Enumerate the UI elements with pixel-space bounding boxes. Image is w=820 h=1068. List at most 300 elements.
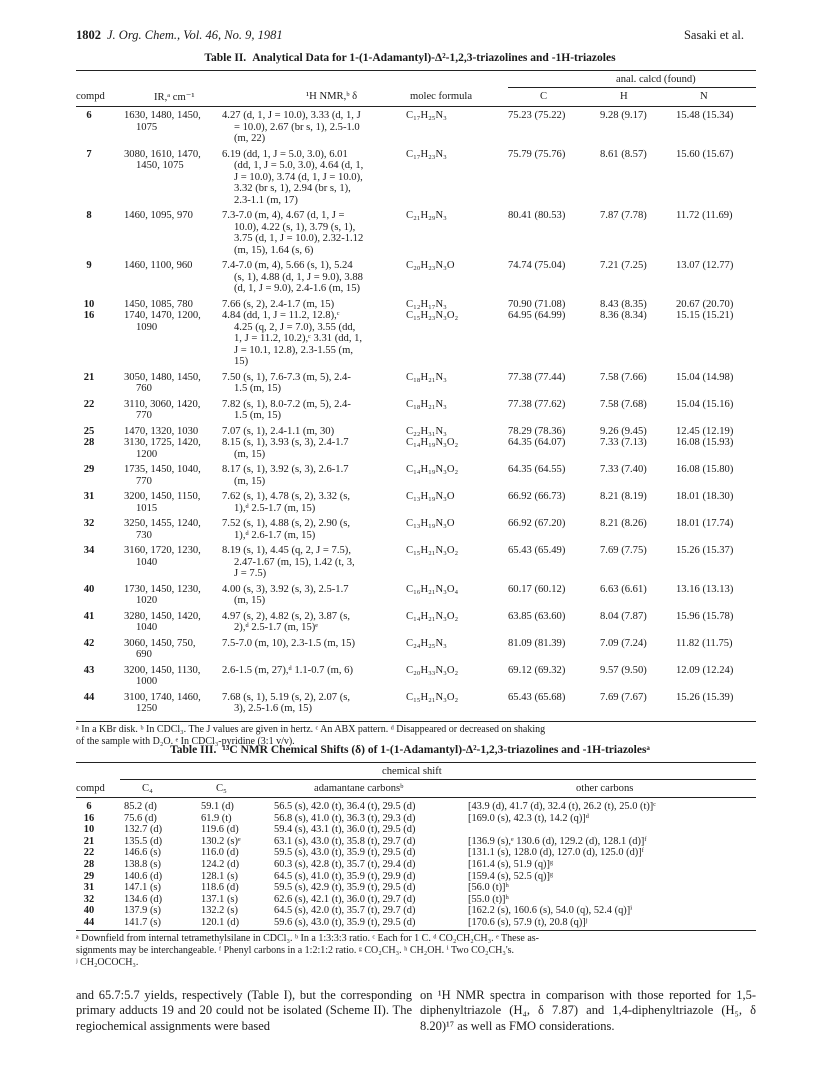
ir-cell (124, 491, 218, 514)
nmr-line: 8.15 (s, 1), 3.93 (s, 3), 2.4-1.7 (222, 437, 349, 448)
journal-citation: J. Org. Chem., Vol. 46, No. 9, 1981 (107, 28, 283, 42)
anal-hydrogen: 9.57 (9.50) (600, 664, 647, 676)
page-number: 1802 (76, 28, 101, 42)
c5-shift: 132.2 (s) (201, 905, 238, 917)
other-carbon-shifts: [131.1 (s), 128.0 (d), 127.0 (d), 125.0 (d)]ᶠ (468, 847, 644, 859)
nmr-line: = 10.0), 2.67 (br s, 1), 2.5-1.0 (234, 121, 360, 133)
ir-line: 1015 (136, 502, 158, 514)
molecular-formula: C₁₃H₁₉N₃O (406, 491, 455, 502)
anal-nitrogen: 15.26 (15.39) (676, 691, 734, 703)
col-formula: molec formula (410, 91, 473, 102)
adamantane-shifts: 59.5 (s), 43.0 (t), 35.9 (t), 29.5 (d) (274, 847, 416, 859)
c5-shift: 118.6 (d) (201, 882, 239, 894)
nmr-cell (222, 110, 398, 145)
table-row (76, 260, 756, 295)
molecular-formula: C₁₆H₂₁N₃O₄ (406, 583, 459, 595)
ir-line: 1000 (136, 676, 158, 687)
anal-hydrogen: 7.21 (7.25) (600, 260, 647, 271)
c4-shift: 132.7 (d) (124, 824, 163, 836)
nmr-line: 7.68 (s, 1), 5.19 (s, 2), 2.07 (s, (222, 691, 350, 703)
compound-number: 42 (83, 637, 95, 649)
anal-carbon: 64.35 (64.07) (508, 437, 566, 448)
ir-line: 3050, 1480, 1450, (124, 371, 201, 383)
nmr-line: 3.75 (d, 1, J = 10.0), 2.32-1.12 (234, 233, 364, 244)
anal-carbon: 66.92 (67.20) (508, 518, 566, 529)
nmr-cell (222, 426, 398, 438)
anal-nitrogen: 15.04 (14.98) (676, 371, 734, 383)
body-text-left-column: and 65.7:5.7 yields, respectively (Table I), but the corresponding primary adducts 19 and 20 could not be isolated (Scheme II). The regiochemical assignments were based (76, 988, 412, 1033)
nmr-line: (m, 22) (234, 133, 266, 144)
table-row (76, 692, 756, 715)
molecular-formula: C₁₈H₂₁N₃ (406, 398, 447, 410)
ir-line: 3100, 1740, 1460, (124, 691, 201, 703)
adamantane-shifts: 64.5 (s), 42.0 (t), 35.7 (t), 29.7 (d) (274, 905, 416, 917)
ir-cell (124, 310, 218, 333)
t3-col-compd: compd (76, 783, 105, 794)
anal-hydrogen: 8.21 (8.26) (600, 518, 647, 529)
compound-number: 6 (86, 110, 92, 121)
nmr-line: 1.5 (m, 15) (234, 410, 282, 421)
t3-col-adamantane: adamantane carbonsᵇ (314, 783, 404, 794)
molecular-formula: C₁₄H₁₉N₃O₂ (406, 464, 459, 475)
nmr-cell (222, 692, 398, 715)
ir-line: 1250 (136, 703, 158, 714)
compound-number: 22 (83, 398, 95, 410)
c4-shift: 75.6 (d) (124, 812, 157, 824)
molecular-formula: C₂₀H₂₃N₃O (406, 260, 455, 271)
anal-hydrogen: 7.87 (7.78) (600, 210, 647, 221)
molecular-formula: C₁₃H₁₉N₃O (406, 518, 455, 529)
nmr-cell (222, 372, 398, 395)
col-compd: compd (76, 91, 105, 102)
nmr-cell (222, 260, 398, 295)
nmr-line: 3), 2.5-1.6 (m, 15) (234, 703, 312, 714)
ir-line: 1200 (136, 448, 158, 460)
ir-cell (124, 110, 218, 133)
table2-bottom-rule (76, 721, 756, 722)
anal-carbon: 78.29 (78.36) (508, 425, 566, 437)
anal-hydrogen: 8.21 (8.19) (600, 491, 647, 502)
anal-nitrogen: 15.15 (15.21) (676, 310, 734, 321)
compound-number: 40 (83, 905, 95, 917)
adamantane-shifts: 60.3 (s), 42.8 (t), 35.7 (t), 29.4 (d) (274, 859, 416, 870)
anal-carbon: 81.09 (81.39) (508, 637, 566, 649)
nmr-cell (222, 584, 398, 607)
nmr-line: J = 7.5) (234, 568, 267, 579)
anal-nitrogen: 15.96 (15.78) (676, 610, 734, 622)
anal-carbon: 77.38 (77.62) (508, 398, 566, 410)
ir-cell (124, 149, 218, 172)
ir-cell (124, 426, 218, 438)
ir-cell (124, 611, 218, 634)
nmr-line: (m, 15) (234, 475, 266, 487)
compound-number: 32 (83, 518, 95, 529)
nmr-cell (222, 638, 398, 650)
ir-line: 770 (136, 410, 152, 421)
molecular-formula: C₁₈H₂₁N₃ (406, 371, 447, 383)
molecular-formula: C₁₄H₂₁N₃O₂ (406, 610, 459, 622)
table2-top-rule (76, 70, 756, 71)
nmr-cell (222, 545, 398, 580)
ir-line: 3130, 1725, 1420, (124, 437, 201, 448)
col-ir: IR,ᵃ cm⁻¹ (154, 92, 195, 103)
compound-number: 29 (83, 464, 95, 475)
table-row (76, 665, 756, 688)
table2-title: Analytical Data for 1-(1-Adamantyl)-Δ²-1,2,3-triazolines and -1H-triazoles (252, 52, 616, 64)
ir-cell (124, 299, 218, 311)
nmr-line: 7.5-7.0 (m, 10), 2.3-1.5 (m, 15) (222, 637, 355, 649)
table-row (76, 210, 756, 256)
ir-line: 1020 (136, 595, 158, 606)
molecular-formula: C₂₁H₂₉N₃ (406, 210, 447, 221)
adamantane-shifts: 56.5 (s), 42.0 (t), 36.4 (t), 29.5 (d) (274, 801, 416, 812)
anal-nitrogen: 15.48 (15.34) (676, 110, 734, 121)
anal-nitrogen: 18.01 (18.30) (676, 491, 734, 502)
table-row (76, 110, 756, 145)
nmr-line: 4.25 (q, 2, J = 7.0), 3.55 (dd, (234, 321, 356, 333)
nmr-cell (222, 299, 398, 311)
anal-hydrogen: 7.69 (7.67) (600, 691, 647, 703)
ir-line: 1450, 1085, 780 (124, 298, 193, 310)
nmr-line: 4.84 (dd, 1, J = 11.2, 12.8),ᶜ (222, 310, 340, 321)
nmr-cell (222, 665, 398, 677)
anal-nitrogen: 18.01 (17.74) (676, 518, 734, 529)
nmr-line: 8.19 (s, 1), 4.45 (q, 2, J = 7.5), (222, 545, 351, 556)
table3-group-rule (120, 779, 756, 780)
nmr-line: (dd, 1, J = 5.0, 3.0), 4.64 (d, 1, (234, 160, 364, 171)
nmr-line: (d, 1, J = 9.0), 2.4-1.6 (m, 15) (234, 283, 361, 294)
ir-cell (124, 638, 218, 661)
c4-shift: 140.6 (d) (124, 870, 163, 882)
nmr-line: 7.66 (s, 2), 2.4-1.7 (m, 15) (222, 298, 335, 310)
ir-cell (124, 545, 218, 568)
t3-col-c4: C₄ (142, 783, 153, 794)
nmr-line: (m, 15), 1.64 (s, 6) (234, 244, 314, 256)
anal-hydrogen: 7.33 (7.13) (600, 437, 647, 448)
molecular-formula: C₂₄H₂₅N₃ (406, 637, 447, 649)
anal-carbon: 65.43 (65.49) (508, 545, 566, 556)
anal-nitrogen: 13.07 (12.77) (676, 260, 734, 271)
table3-footnote-1: ᵃ Downfield from internal tetramethylsilane in CDCl₃. ᵇ In a 1:3:3:3 ratio. ᶜ Each for 1 C. ᵈ CO₂CH₂CH₃. ᵉ These as- (76, 933, 540, 944)
ir-line: 1075 (136, 121, 158, 133)
nmr-line: 1),ᵈ 2.5-1.7 (m, 15) (234, 502, 316, 514)
table-row (76, 399, 756, 422)
c4-shift: 141.7 (s) (124, 917, 161, 928)
nmr-line: 1.5 (m, 15) (234, 383, 282, 394)
ir-cell (124, 260, 218, 272)
compound-number: 10 (83, 824, 95, 836)
other-carbon-shifts: [169.0 (s), 42.3 (t), 14.2 (q)]ᵈ (468, 812, 589, 824)
ir-line: 3200, 1450, 1150, (124, 491, 201, 502)
nmr-line: 1, J = 11.2, 10.2),ᶜ 3.31 (dd, 1, (234, 333, 363, 344)
anal-carbon: 66.92 (66.73) (508, 491, 566, 502)
anal-carbon: 75.79 (75.76) (508, 148, 566, 160)
table3-title: ¹³C NMR Chemical Shifts (δ) of 1-(1-Adamantyl)-Δ²-1,2,3-triazolines and -1H-triazolesᵃ (222, 744, 650, 756)
col-n: N (700, 91, 708, 102)
compound-number: 44 (83, 691, 95, 703)
col-nmr: ¹H NMR,ᵇ δ (306, 91, 358, 102)
adamantane-shifts: 56.8 (s), 41.0 (t), 36.3 (t), 29.3 (d) (274, 812, 416, 824)
anal-header-label: anal. calcd (found) (616, 74, 696, 85)
anal-hydrogen: 9.26 (9.45) (600, 425, 647, 437)
nmr-line: 7.62 (s, 1), 4.78 (s, 2), 3.32 (s, (222, 491, 350, 502)
other-carbon-shifts: [170.6 (s), 57.9 (t), 20.8 (q)]ʲ (468, 917, 588, 928)
nmr-line: 7.52 (s, 1), 4.88 (s, 2), 2.90 (s, (222, 518, 350, 529)
anal-nitrogen: 16.08 (15.80) (676, 464, 734, 475)
anal-carbon: 77.38 (77.44) (508, 371, 566, 383)
nmr-line: 7.50 (s, 1), 7.6-7.3 (m, 5), 2.4- (222, 371, 351, 383)
table2-footnote-2: of the sample with D₂O. ᵉ In CDCl₃-pyridine (3:1 v/v). (76, 735, 295, 747)
adamantane-shifts: 59.6 (s), 43.0 (t), 35.9 (t), 29.5 (d) (274, 917, 416, 928)
ir-line: 1735, 1450, 1040, (124, 464, 201, 475)
ir-cell (124, 584, 218, 607)
ir-cell (124, 665, 218, 688)
anal-hydrogen: 8.61 (8.57) (600, 148, 647, 160)
anal-nitrogen: 11.82 (11.75) (676, 637, 733, 649)
anal-hydrogen: 8.43 (8.35) (600, 298, 647, 310)
nmr-cell (222, 611, 398, 634)
nmr-line: 2.6-1.5 (m, 27),ᵈ 1.1-0.7 (m, 6) (222, 664, 353, 676)
ir-cell (124, 372, 218, 395)
nmr-line: J = 10.1, 12.8), 2.3-1.55 (m, (234, 344, 353, 356)
table-row (76, 518, 756, 541)
table2-anal-rule (508, 87, 756, 88)
nmr-cell (222, 310, 398, 368)
anal-hydrogen: 8.36 (8.34) (600, 310, 647, 321)
c4-shift: 135.5 (d) (124, 835, 163, 847)
anal-hydrogen: 7.58 (7.68) (600, 398, 647, 410)
table3-bottom-rule (76, 930, 756, 931)
table-row (76, 638, 756, 661)
c5-shift: 137.1 (s) (201, 893, 238, 905)
ir-cell (124, 692, 218, 715)
c4-shift: 138.8 (s) (124, 859, 161, 870)
table-row (76, 426, 756, 438)
compound-number: 28 (83, 859, 95, 870)
nmr-line: 6.19 (dd, 1, J = 5.0, 3.0), 6.01 (222, 148, 348, 160)
adamantane-shifts: 59.5 (s), 42.9 (t), 35.9 (t), 29.5 (d) (274, 882, 416, 894)
compound-number: 40 (83, 583, 95, 595)
compound-number: 31 (83, 882, 95, 894)
molecular-formula: C₂₀H₃₃N₃O₂ (406, 664, 459, 676)
anal-nitrogen: 15.60 (15.67) (676, 148, 734, 160)
table-row (76, 611, 756, 634)
molecular-formula: C₁₄H₁₉N₃O₂ (406, 437, 459, 448)
nmr-cell (222, 491, 398, 514)
adamantane-shifts: 63.1 (s), 43.0 (t), 35.8 (t), 29.7 (d) (274, 835, 416, 847)
compound-number: 21 (83, 835, 95, 847)
anal-nitrogen: 13.16 (13.13) (676, 583, 734, 595)
molecular-formula: C₁₅H₂₁N₃O₂ (406, 545, 459, 556)
anal-nitrogen: 20.67 (20.70) (676, 298, 734, 310)
table-row (76, 437, 756, 460)
ir-line: 1040 (136, 556, 158, 568)
table-row (76, 545, 756, 580)
nmr-line: 4.97 (s, 2), 4.82 (s, 2), 3.87 (s, (222, 610, 350, 622)
ir-line: 3200, 1450, 1130, (124, 664, 201, 676)
table2-label: Table II. (204, 52, 247, 64)
table-row (76, 372, 756, 395)
chemical-shift-label: chemical shift (382, 766, 442, 777)
c5-shift: 116.0 (d) (201, 847, 239, 859)
table-row (76, 310, 756, 368)
molecular-formula: C₁₅H₂₃N₃O₂ (406, 310, 459, 321)
adamantane-shifts: 64.5 (s), 41.0 (t), 35.9 (t), 29.9 (d) (274, 870, 416, 882)
anal-hydrogen: 7.33 (7.40) (600, 464, 647, 475)
table3-caption (0, 744, 820, 756)
nmr-line: 2.3-1.1 (m, 17) (234, 194, 298, 206)
anal-carbon: 69.12 (69.32) (508, 664, 566, 676)
compound-number: 22 (83, 847, 95, 859)
anal-hydrogen: 7.58 (7.66) (600, 371, 647, 383)
compound-number: 16 (83, 310, 95, 321)
c5-shift: 119.6 (d) (201, 824, 239, 836)
ir-line: 3110, 3060, 1420, (124, 398, 201, 410)
col-c: C (540, 91, 548, 102)
table-row (76, 464, 756, 487)
ir-line: 690 (136, 649, 152, 660)
adamantane-shifts: 59.4 (s), 43.1 (t), 36.0 (t), 29.5 (d) (274, 824, 416, 836)
compound-number: 43 (83, 664, 95, 676)
t3-col-other: other carbons (576, 783, 634, 794)
anal-hydrogen: 7.69 (7.75) (600, 545, 647, 556)
anal-carbon: 64.95 (64.99) (508, 310, 566, 321)
ir-cell (124, 210, 218, 222)
table-row (76, 149, 756, 207)
anal-carbon: 60.17 (60.12) (508, 583, 566, 595)
anal-nitrogen: 11.72 (11.69) (676, 210, 733, 221)
anal-hydrogen: 9.28 (9.17) (600, 110, 647, 121)
anal-carbon: 80.41 (80.53) (508, 210, 566, 221)
anal-carbon: 70.90 (71.08) (508, 298, 566, 310)
nmr-line: (s, 1), 4.88 (d, 1, J = 9.0), 3.88 (234, 271, 363, 283)
compound-number: 6 (86, 801, 92, 812)
ir-line: 1450, 1075 (136, 160, 184, 171)
anal-nitrogen: 15.04 (15.16) (676, 398, 734, 410)
nmr-line: 7.3-7.0 (m, 4), 4.67 (d, 1, J = (222, 210, 345, 221)
compound-number: 32 (83, 893, 95, 905)
nmr-line: 8.17 (s, 1), 3.92 (s, 3), 2.6-1.7 (222, 464, 349, 475)
ir-cell (124, 464, 218, 487)
compound-number: 28 (83, 437, 95, 448)
ir-line: 3080, 1610, 1470, (124, 148, 201, 160)
compound-number: 8 (86, 210, 92, 221)
nmr-line: 3.32 (br s, 1), 2.94 (br s, 1), (234, 183, 351, 194)
ir-line: 1470, 1320, 1030 (124, 425, 199, 437)
ir-cell (124, 399, 218, 422)
nmr-line: 1),ᵈ 2.6-1.7 (m, 15) (234, 529, 316, 541)
molecular-formula: C₂₂H₃₁N₃ (406, 425, 447, 437)
c4-shift: 137.9 (s) (124, 905, 161, 917)
anal-nitrogen: 15.26 (15.37) (676, 545, 734, 556)
nmr-line: 7.07 (s, 1), 2.4-1.1 (m, 30) (222, 425, 335, 437)
ir-line: 1630, 1480, 1450, (124, 110, 201, 121)
molecular-formula: C₁₂H₁₇N₃ (406, 298, 447, 310)
anal-carbon: 74.74 (75.04) (508, 260, 566, 271)
nmr-cell (222, 149, 398, 207)
author-names: Sasaki et al. (683, 28, 744, 42)
table2-header-rule (76, 106, 756, 107)
compound-number: 9 (86, 260, 92, 271)
anal-carbon: 64.35 (64.55) (508, 464, 566, 475)
table3-label: Table III. (170, 744, 217, 756)
ir-cell (124, 518, 218, 541)
other-carbon-shifts: [136.9 (s),ᵉ 130.6 (d), 129.2 (d), 128.1 (d)]ᶠ (468, 835, 647, 847)
nmr-cell (222, 464, 398, 487)
nmr-line: 7.4-7.0 (m, 4), 5.66 (s, 1), 5.24 (222, 260, 353, 271)
nmr-line: (m, 15) (234, 448, 266, 460)
nmr-cell (222, 437, 398, 460)
table-row (76, 584, 756, 607)
compound-number: 21 (83, 371, 95, 383)
compound-number: 29 (83, 870, 95, 882)
table3-top-rule (76, 762, 756, 763)
anal-nitrogen: 12.45 (12.19) (676, 425, 734, 437)
ir-line: 3160, 1720, 1230, (124, 545, 201, 556)
c5-shift: 120.1 (d) (201, 917, 240, 928)
c4-shift: 134.6 (d) (124, 893, 163, 905)
table2-footnote-1: ᵃ In a KBr disk. ᵇ In CDCl₃. The J values are given in hertz. ᶜ An ABX pattern. ᵈ Disappeared or decreased on shaking (76, 723, 546, 735)
compound-number: 16 (83, 812, 95, 824)
ir-line: 1090 (136, 321, 158, 333)
compound-number: 44 (83, 917, 95, 928)
c5-shift: 59.1 (d) (201, 801, 234, 812)
body-text-right-column: on ¹H NMR spectra in comparison with those reported for 1,5-diphenyltriazole (H₄, δ 7.87) and 1,4-diphenyltriazole (H₅, δ 8.20)¹⁷ as well as FMO considerations. (420, 988, 756, 1033)
ir-line: 1460, 1095, 970 (124, 210, 193, 221)
ir-line: 3250, 1455, 1240, (124, 518, 201, 529)
col-h: H (620, 91, 628, 102)
nmr-line: (m, 15) (234, 595, 266, 606)
nmr-line: 10.0), 4.22 (s, 1), 3.79 (s, 1), (234, 221, 356, 233)
table3-header-rule (76, 797, 756, 798)
table-row (76, 491, 756, 514)
table3-footnote-2: signments may be interchangeable. ᶠ Phenyl carbons in a 1:2:1:2 ratio. ᵍ CO₂CH₃. ʰ CH₂OH. ⁱ Two CO₂CH₃'s. (76, 945, 515, 956)
nmr-line: 7.82 (s, 1), 8.0-7.2 (m, 5), 2.4- (222, 398, 351, 410)
compound-number: 41 (83, 610, 95, 622)
ir-line: 1040 (136, 622, 158, 633)
c5-shift: 128.1 (s) (201, 870, 238, 882)
table3-footnote-3: ʲ CH₂OCOCH₃. (76, 957, 139, 968)
nmr-cell (222, 210, 398, 256)
c4-shift: 146.6 (s) (124, 847, 161, 859)
nmr-cell (222, 399, 398, 422)
c5-shift: 61.9 (t) (201, 812, 232, 824)
c5-shift: 124.2 (d) (201, 859, 240, 870)
other-carbon-shifts: [56.0 (t)]ʰ (468, 882, 509, 894)
anal-nitrogen: 12.09 (12.24) (676, 664, 734, 676)
other-carbon-shifts: [159.4 (s), 52.5 (q)]ᵍ (468, 870, 554, 882)
other-carbon-shifts: [162.2 (s), 160.6 (s), 54.0 (q), 52.4 (q)]ⁱ (468, 905, 633, 917)
anal-carbon: 65.43 (65.68) (508, 691, 566, 703)
compound-number: 7 (86, 148, 92, 160)
ir-line: 770 (136, 475, 152, 487)
anal-carbon: 75.23 (75.22) (508, 110, 566, 121)
c5-shift: 130.2 (s)ᵉ (201, 835, 241, 847)
table2-caption (0, 52, 820, 64)
other-carbon-shifts: [55.0 (t)]ʰ (468, 893, 509, 905)
c4-shift: 147.1 (s) (124, 882, 161, 894)
ir-line: 760 (136, 383, 152, 394)
ir-line: 1460, 1100, 960 (124, 260, 193, 271)
anal-hydrogen: 7.09 (7.24) (600, 637, 647, 649)
anal-nitrogen: 16.08 (15.93) (676, 437, 734, 448)
ir-line: 3060, 1450, 750, (124, 637, 196, 649)
c4-shift: 85.2 (d) (124, 801, 157, 812)
other-carbon-shifts: [43.9 (d), 41.7 (d), 32.4 (t), 26.2 (t), 25.0 (t)]ᶜ (468, 801, 656, 812)
other-carbon-shifts: [161.4 (s), 51.9 (q)]ᵍ (468, 859, 554, 870)
table-row (76, 299, 756, 311)
compound-number: 10 (83, 298, 95, 310)
